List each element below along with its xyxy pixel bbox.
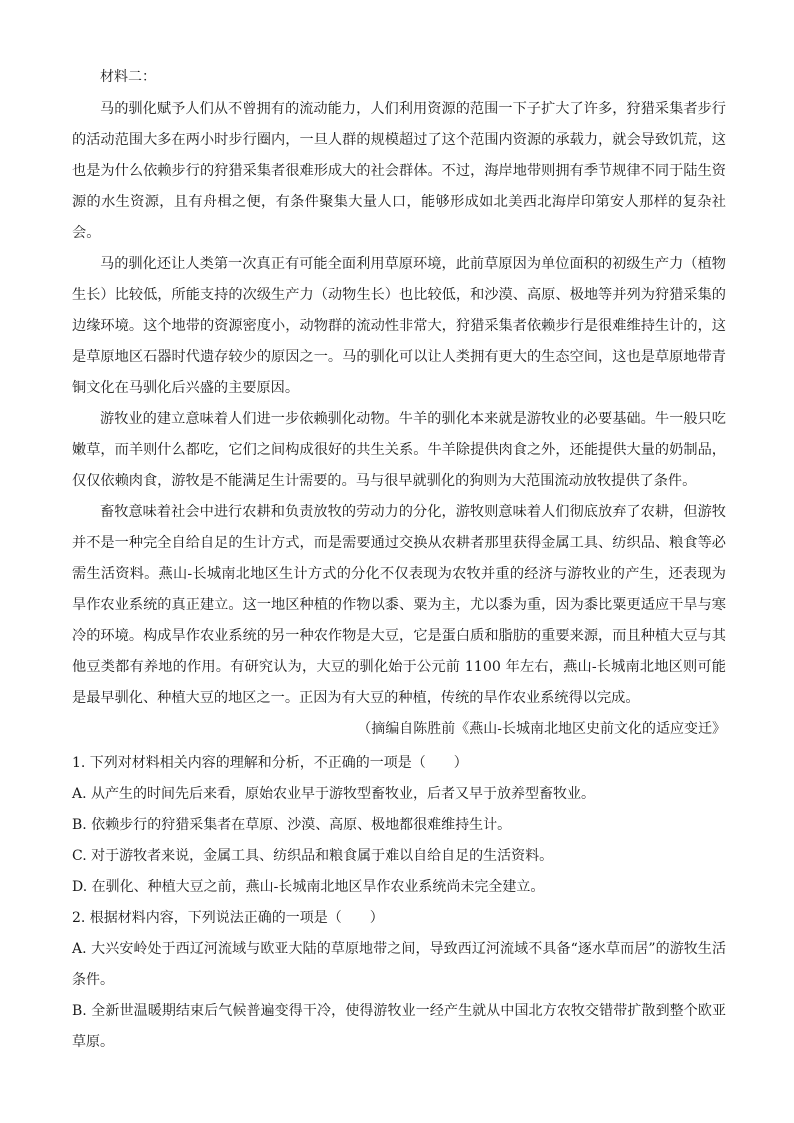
material-source: （摘编自陈胜前《燕山-长城南北地区史前文化的适应变迁》 <box>357 721 726 737</box>
option-c: C. 对于游牧者来说，金属工具、纺织品和粮食属于难以自给自足的生活资料。 <box>72 848 554 864</box>
option-b: B. 全新世温暖期结束后气候普遍变得干冷，使得游牧业一经产生就从中国北方农牧交错带扩散到整个欧亚草原。 <box>72 1003 726 1050</box>
option-a: A. 大兴安岭处于西辽河流域与欧亚大陆的草原地带之间，导致西辽河流域不具备“逐水草而居”的游牧生活条件。 <box>72 941 726 988</box>
question-2 <box>72 903 726 1058</box>
question-1 <box>72 748 726 903</box>
question-stem: 1. 下列对材料相关内容的理解和分析，不正确的一项是（ ） <box>72 755 468 771</box>
document-page <box>72 62 726 1058</box>
option-a: A. 从产生的时间先后来看，原始农业早于游牧型畜牧业，后者又早于放养型畜牧业。 <box>72 786 596 802</box>
option-b: B. 依赖步行的狩猎采集者在草原、沙漠、高原、极地都很难维持生计。 <box>72 817 512 833</box>
material-heading: 材料二： <box>100 69 156 85</box>
material-paragraph-2: 马的驯化还让人类第一次真正有可能全面利用草原环境，此前草原因为单位面积的初级生产力（植物生长）比较低，所能支持的次级生产力（动物生长）也比较低，和沙漠、高原、极地等并列为狩猎采集的边缘环境。这个地带的资源密度小，动物群的流动性非常大，狩猎采集者依赖步行是很难维持生计的，这是草原地区石器时代遗存较少的原因之一。马的驯化可以让人类拥有更大的生态空间，这也是草原地带青铜文化在马驯化后兴盛的主要原因。 <box>72 256 726 396</box>
option-d: D. 在驯化、种植大豆之前，燕山-长城南北地区旱作农业系统尚未完全建立。 <box>72 879 545 895</box>
material-paragraph-4: 畜牧意味着社会中进行农耕和负责放牧的劳动力的分化，游牧则意味着人们彻底放弃了农耕，但游牧并不是一种完全自给自足的生计方式，而是需要通过交换从农耕者那里获得金属工具、纺织品、粮食等必需生活资料。燕山-长城南北地区生计方式的分化不仅表现为农牧并重的经济与游牧业的产生，还表现为旱作农业系统的真正建立。这一地区种植的作物以黍、粟为主，尤以黍为重，因为黍比粟更适应干旱与寒冷的环境。构成旱作农业系统的另一种农作物是大豆，它是蛋白质和脂肪的重要来源，而且种植大豆与其他豆类都有养地的作用。有研究认为，大豆的驯化始于公元前 1100 年左右，燕山-长城南北地区则可能是最早驯化、种植大豆的地区之一。正因为有大豆的种植，传统的旱作农业系统得以完成。 <box>72 504 726 706</box>
question-stem: 2. 根据材料内容，下列说法正确的一项是（ ） <box>72 910 384 926</box>
material-paragraph-1: 马的驯化赋予人们从不曾拥有的流动能力，人们利用资源的范围一下子扩大了许多，狩猎采集者步行的活动范围大多在两小时步行圈内，一旦人群的规模超过了这个范围内资源的承载力，就会导致饥荒，这也是为什么依赖步行的狩猎采集者很难形成大的社会群体。不过，海岸地带则拥有季节规律不同于陆生资源的水生资源，且有舟楫之便，有条件聚集大量人口，能够形成如北美西北海岸印第安人那样的复杂社会。 <box>72 101 726 241</box>
material-paragraph-3: 游牧业的建立意味着人们进一步依赖驯化动物。牛羊的驯化本来就是游牧业的必要基础。牛一般只吃嫩草，而羊则什么都吃，它们之间构成很好的共生关系。牛羊除提供肉食之外，还能提供大量的奶制品，仅仅依赖肉食，游牧是不能满足生计需要的。马与很早就驯化的狗则为大范围流动放牧提供了条件。 <box>72 411 726 489</box>
